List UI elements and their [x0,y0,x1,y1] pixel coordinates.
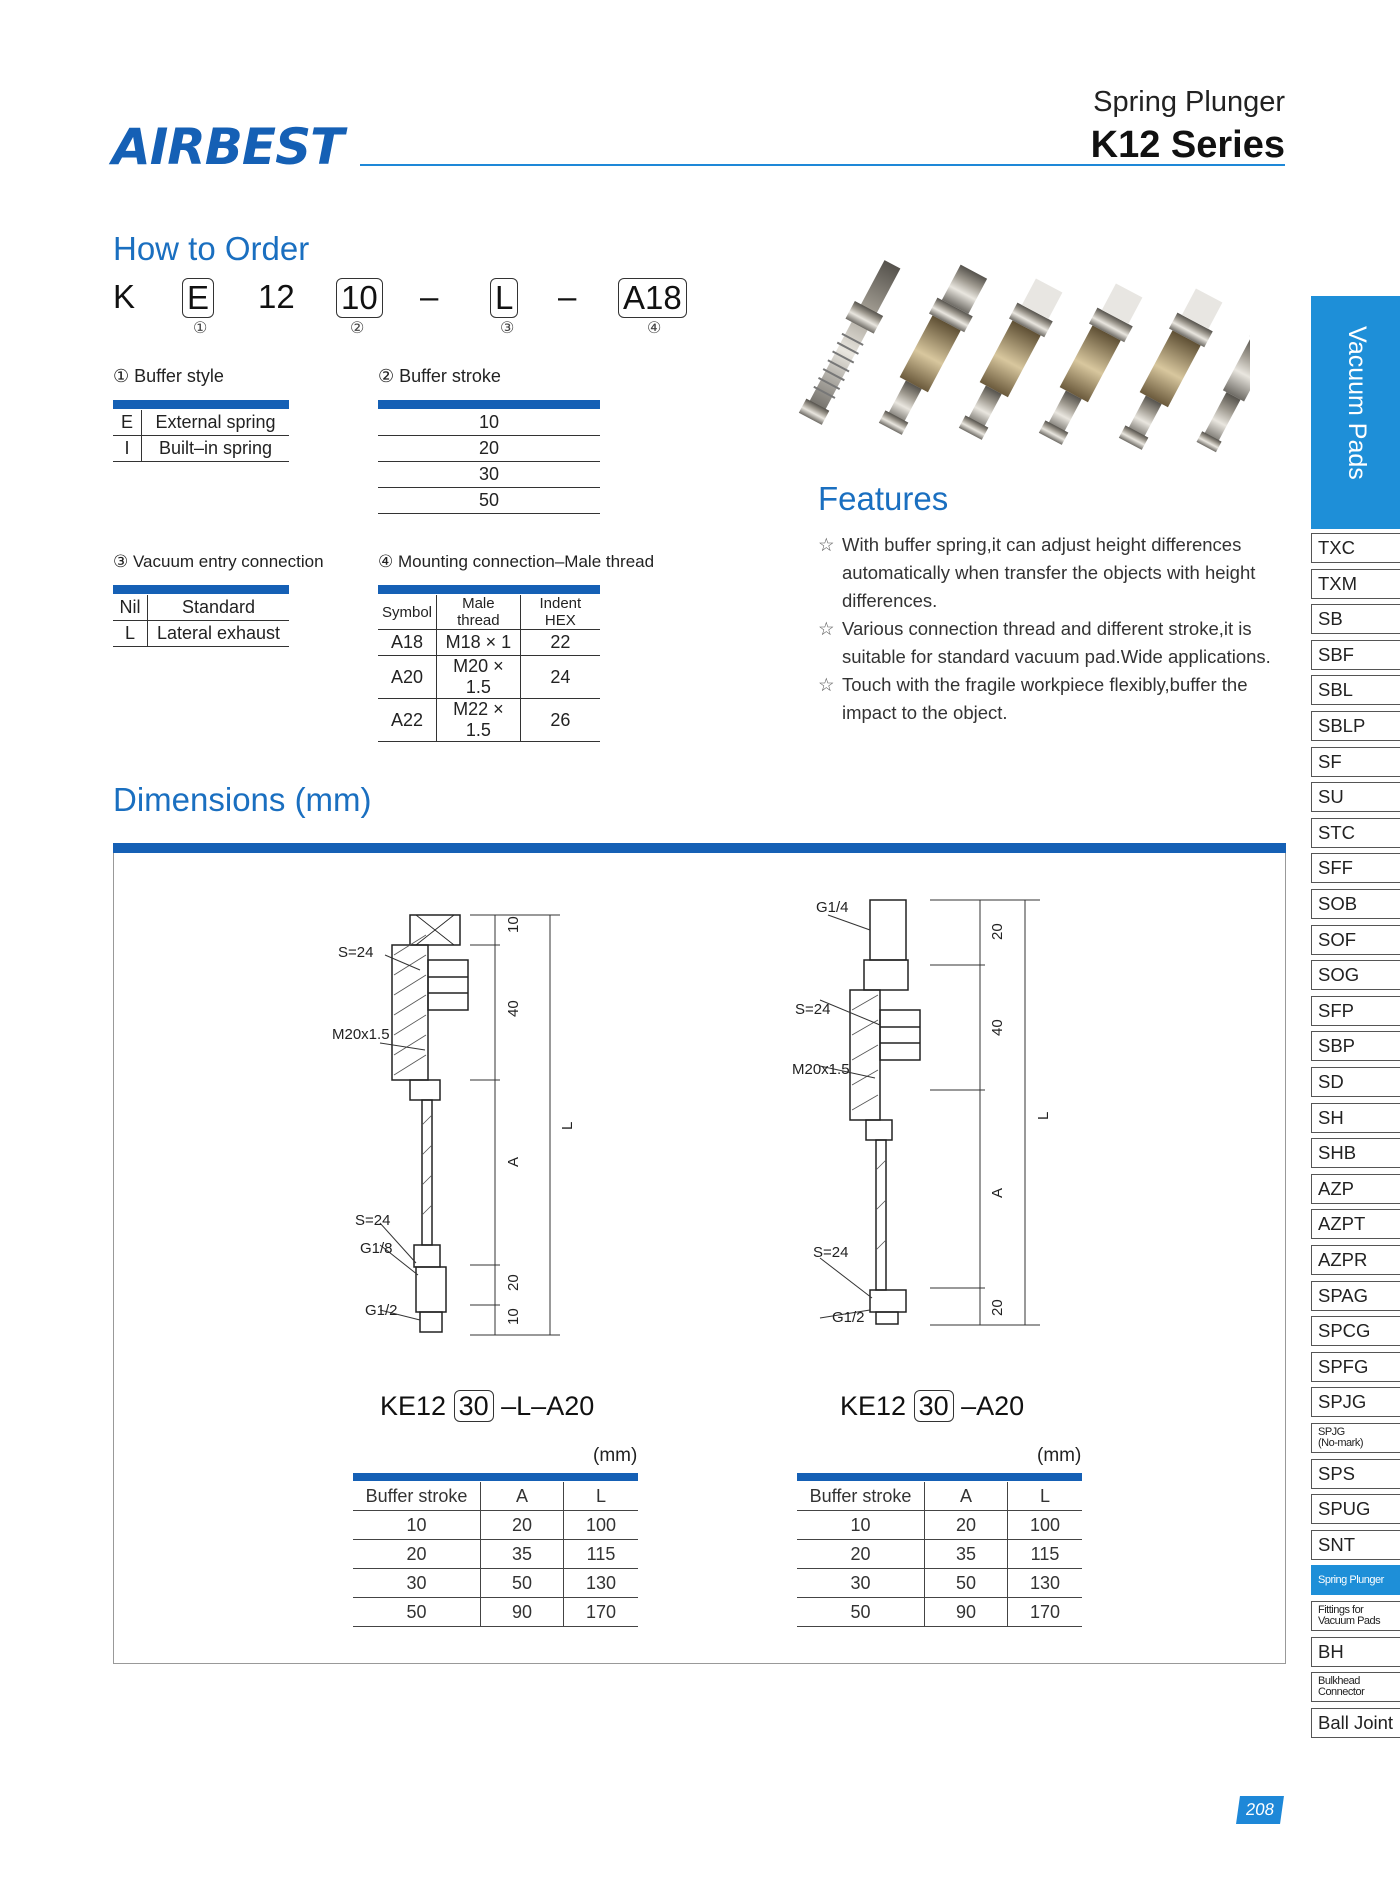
buffer-style-bar [113,400,289,409]
model-right: KE12 30 –A20 [840,1391,1025,1421]
table-row: 10 20 100 [797,1511,1082,1540]
header-title: K12 Series [1090,124,1285,166]
label-m20: M20x1.5 [332,1026,390,1043]
table-row: 10 20 100 [353,1511,638,1540]
table-row: 20 [378,436,600,462]
sidebar-item-spfg[interactable]: SPFG [1311,1352,1400,1382]
vacuum-entry-label: ③ Vacuum entry connection [113,552,324,571]
dim-l: L [1035,1111,1052,1120]
sidebar-item-sof[interactable]: SOF [1311,925,1400,955]
list-item: ☆ Various connection thread and different stroke,it is suitable for standard vacuum pad.Wide applications. [818,615,1298,671]
sidebar-item-fittings-for-vacuum-pads[interactable]: Fittings for Vacuum Pads [1311,1601,1400,1631]
sidebar-item-sh[interactable]: SH [1311,1103,1400,1133]
stroke-table-right [797,1482,1082,1627]
dim-40: 40 [989,1019,1006,1036]
sidebar-item-azpr[interactable]: AZPR [1311,1245,1400,1275]
table-bar-left [353,1473,638,1481]
table-row: 20 35 115 [797,1540,1082,1569]
dim-10-top: 10 [505,916,522,933]
dim-20: 20 [505,1274,522,1291]
label-g12: G1/2 [832,1309,865,1326]
dim-10-bottom: 10 [505,1308,522,1325]
stroke-table-left [353,1482,638,1627]
sidebar-item-su[interactable]: SU [1311,782,1400,812]
sidebar-item-spcg[interactable]: SPCG [1311,1316,1400,1346]
sidebar-heading[interactable]: Vacuum Pads [1311,296,1400,529]
table-row: 30 [378,462,600,488]
table-row: Nil Standard [113,595,289,621]
dim-40: 40 [505,1000,522,1017]
sidebar-item-bh[interactable]: BH [1311,1637,1400,1667]
sidebar-item-azp[interactable]: AZP [1311,1174,1400,1204]
dimensions-box [113,853,1286,1664]
dim-a: A [989,1187,1006,1198]
sidebar-item-sf[interactable]: SF [1311,747,1400,777]
table-row: 20 35 115 [353,1540,638,1569]
model-left: KE12 30 –L–A20 [380,1391,595,1421]
label-s24-top: S=24 [338,944,374,961]
table-header-row: Symbol Male thread Indent HEX [378,595,600,630]
sidebar-item-spjg[interactable]: SPJG [1311,1387,1400,1417]
list-item: ☆ With buffer spring,it can adjust height differences automatically when transfer the objects with height differences. [818,531,1298,615]
sidebar-item-sbf[interactable]: SBF [1311,640,1400,670]
order-marker-1: ① [193,320,208,337]
mounting-label: ④ Mounting connection–Male thread [378,552,655,571]
order-code-3: 10 [336,278,383,318]
label-s24-bottom: S=24 [355,1212,391,1229]
dimensions-title: Dimensions (mm) [113,781,372,818]
sidebar-item-txc[interactable]: TXC [1311,533,1400,563]
order-code-7: A18 [618,278,687,318]
label-s24-bottom: S=24 [813,1244,849,1261]
unit-right: (mm) [1037,1445,1082,1466]
table-row: 30 50 130 [353,1569,638,1598]
table-row: 50 90 170 [353,1598,638,1627]
label-s24-top: S=24 [795,1001,831,1018]
buffer-style-table [113,410,289,462]
sidebar-item-sob[interactable]: SOB [1311,889,1400,919]
sidebar-item-sog[interactable]: SOG [1311,960,1400,990]
drawing-left [320,895,620,1345]
table-row: E External spring [113,410,289,436]
sidebar-item-bulkhead-connector[interactable]: Bulkhead Connector [1311,1672,1400,1702]
features-title: Features [818,480,949,517]
list-item: ☆ Touch with the fragile workpiece flexibly,buffer the impact to the object. [818,671,1298,727]
sidebar-item-azpt[interactable]: AZPT [1311,1209,1400,1239]
sidebar-item-shb[interactable]: SHB [1311,1138,1400,1168]
order-marker-2: ② [350,320,365,337]
buffer-style-label: ① Buffer style [113,366,224,386]
sidebar-item-sbp[interactable]: SBP [1311,1031,1400,1061]
vacuum-entry-bar [113,585,289,594]
table-row: A22 M22 × 1.5 26 [378,699,600,742]
dim-l: L [559,1121,576,1130]
mounting-table [378,595,600,742]
unit-left: (mm) [593,1445,638,1466]
mounting-bar [378,585,600,594]
label-m20: M20x1.5 [792,1061,850,1078]
sidebar-item-spjg-no-mark[interactable]: SPJG (No-mark) [1311,1423,1400,1453]
sidebar-item-spring-plunger[interactable]: Spring Plunger [1311,1565,1400,1595]
sidebar-item-txm[interactable]: TXM [1311,569,1400,599]
sidebar-item-snt[interactable]: SNT [1311,1530,1400,1560]
order-code-0: K [113,278,136,315]
drawing-right [780,880,1080,1340]
sidebar-item-sbl[interactable]: SBL [1311,675,1400,705]
sidebar-item-stc[interactable]: STC [1311,818,1400,848]
sidebar-item-sblp[interactable]: SBLP [1311,711,1400,741]
label-g12: G1/2 [365,1302,398,1319]
buffer-stroke-bar [378,400,600,409]
sidebar-item-spag[interactable]: SPAG [1311,1281,1400,1311]
table-row: 50 [378,488,600,514]
sidebar-item-spug[interactable]: SPUG [1311,1494,1400,1524]
sidebar-item-sd[interactable]: SD [1311,1067,1400,1097]
sidebar-item-sff[interactable]: SFF [1311,853,1400,883]
star-icon: ☆ [818,618,835,639]
order-code-2: 12 [258,278,295,315]
sidebar-item-sfp[interactable]: SFP [1311,996,1400,1026]
table-row: 30 50 130 [797,1569,1082,1598]
sidebar-item-sb[interactable]: SB [1311,604,1400,634]
order-code-6: – [558,278,577,315]
dim-20-top: 20 [989,923,1006,940]
table-row: A20 M20 × 1.5 24 [378,656,600,699]
table-bar-right [797,1473,1082,1481]
table-header-row: Buffer stroke A L [797,1482,1082,1511]
table-row: 10 [378,410,600,436]
table-row: 50 90 170 [797,1598,1082,1627]
header-subtitle: Spring Plunger [1093,86,1285,118]
sidebar-item-sps[interactable]: SPS [1311,1459,1400,1489]
dim-a: A [505,1156,522,1167]
brand-logo: AIRBEST [112,118,344,176]
table-row: I Built–in spring [113,436,289,462]
star-icon: ☆ [818,674,835,695]
order-code-5: L [490,278,518,318]
table-row: L Lateral exhaust [113,621,289,647]
label-g18: G1/8 [360,1240,393,1257]
order-code-1: E [182,278,214,318]
page-number: 208 [1236,1796,1284,1824]
product-photo [790,230,1250,470]
sidebar-item-ball-joint[interactable]: Ball Joint [1311,1708,1400,1738]
table-row: A18 M18 × 1 22 [378,630,600,656]
dim-20-bottom: 20 [989,1299,1006,1316]
how-to-order-title: How to Order [113,230,310,267]
order-marker-3: ③ [500,320,515,337]
buffer-stroke-table [378,410,600,514]
label-g14: G1/4 [816,899,849,916]
buffer-stroke-label: ② Buffer stroke [378,366,501,386]
dimensions-bar [113,843,1286,853]
table-header-row: Buffer stroke A L [353,1482,638,1511]
order-code-4: – [420,278,439,315]
vacuum-entry-table [113,595,289,647]
order-marker-4: ④ [647,320,662,337]
features-list [818,531,1298,727]
star-icon: ☆ [818,534,835,555]
